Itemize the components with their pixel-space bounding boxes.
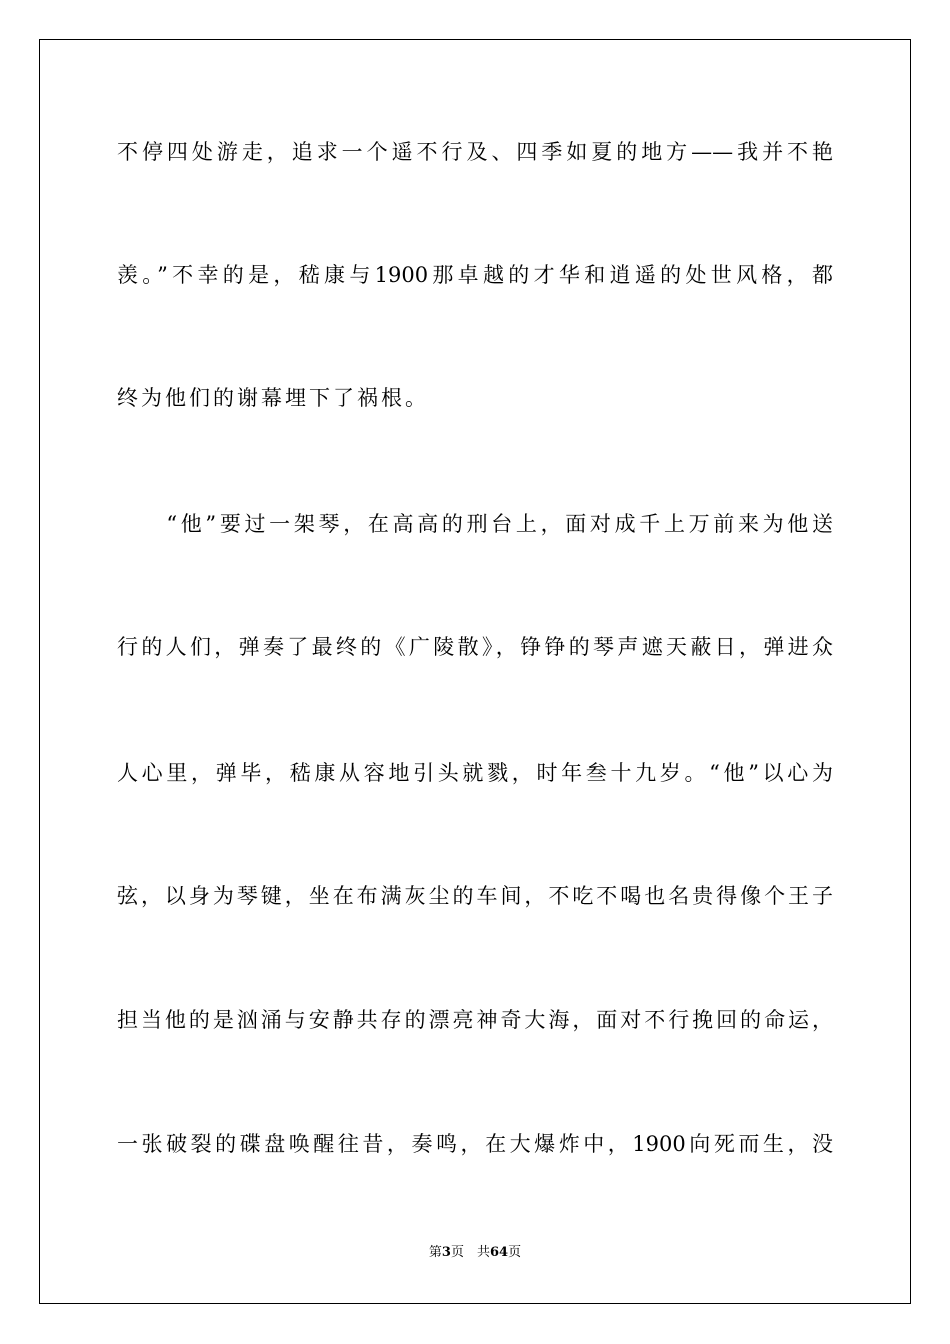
text-line-4: “他”要过一架琴，在高高的刑台上，面对成千上万前来为他送 bbox=[117, 512, 833, 536]
text-line-6: 人心里，弹毕，嵇康从容地引头就戮，时年叁十九岁。“他”以心为 bbox=[117, 761, 833, 785]
page-border bbox=[39, 39, 911, 1304]
page-footer bbox=[0, 1244, 950, 1262]
page-number: 3 bbox=[441, 1245, 451, 1260]
footer-prefix: 第 bbox=[428, 1245, 442, 1260]
text-line-9: 一张破裂的碟盘唤醒往昔，奏鸣，在大爆炸中，1900向死而生，没 bbox=[117, 1132, 833, 1156]
total-pages: 64 bbox=[489, 1245, 509, 1260]
text-line-2: 羡。”不幸的是，嵇康与1900那卓越的才华和逍遥的处世风格，都 bbox=[117, 263, 833, 287]
footer-suffix: 页 bbox=[508, 1245, 522, 1260]
text-line-8: 担当他的是汹涌与安静共存的漂亮神奇大海，面对不行挽回的命运， bbox=[117, 1008, 833, 1032]
text-line-1: 不停四处游走，追求一个遥不行及、四季如夏的地方——我并不艳 bbox=[117, 140, 833, 164]
footer-mid: 页 共 bbox=[450, 1245, 490, 1260]
text-line-5: 行的人们，弹奏了最终的《广陵散》，铮铮的琴声遮天蔽日，弹进众 bbox=[117, 635, 833, 659]
text-line-7: 弦，以身为琴键，坐在布满灰尘的车间，不吃不喝也名贵得像个王子 bbox=[117, 884, 833, 908]
text-line-3: 终为他们的谢幕埋下了祸根。 bbox=[117, 386, 429, 410]
